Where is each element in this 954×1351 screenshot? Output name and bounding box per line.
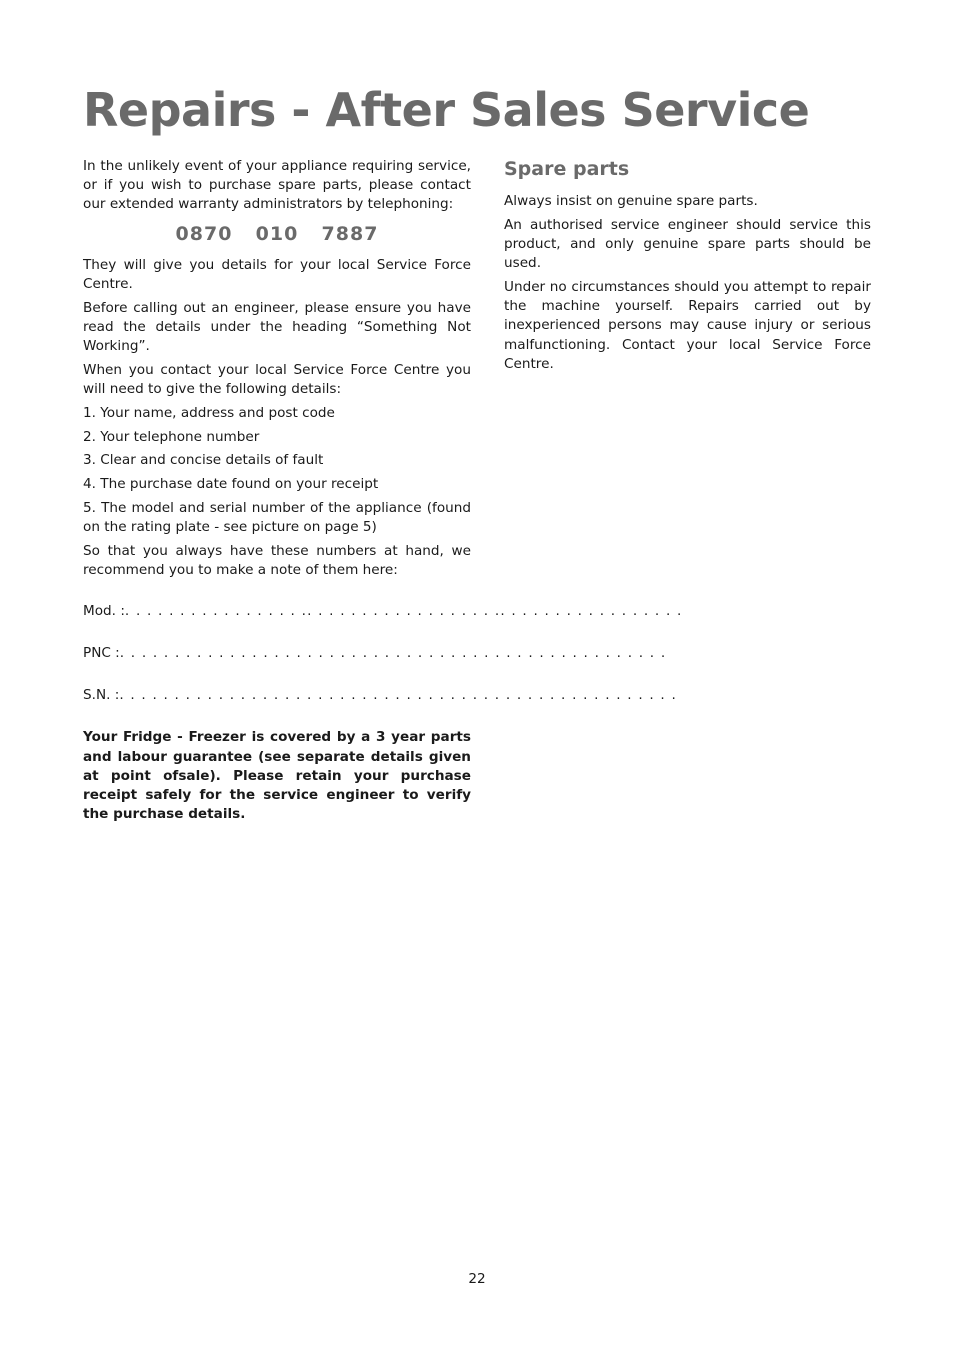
no-self-repair-paragraph: Under no circumstances should you attempt to repair the machine yourself. Repairs carried out by inexperienced persons may cause injury or serious malfunctioning. Contact your local Service Force Centre. [504,279,871,372]
intro-paragraph: In the unlikely event of your appliance requiring service, or if you wish to purchase spare parts, please contact our extended warranty administrators by telephoning: [83,158,471,213]
model-dots: . . . . . . . . . . . . . . . . .. . . . . . . . . . . . . . . . . .. . . . . . . . . . . . . . . . . [124,603,683,620]
serial-dots: . . . . . . . . . . . . . . . . . . . . . . . . . . . . . . . . . . . . . . . . . . . . . . . . . . . [119,687,677,704]
serial-label: S.N. : [83,687,120,704]
page-title: Repairs - After Sales Service [83,83,810,137]
spare-parts-heading: Spare parts [504,158,630,180]
model-note-line [83,602,683,644]
list-item: 1. Your name, address and post code [83,404,335,421]
list-item: 2. Your telephone number [83,428,260,445]
service-phone-number: 0870 010 7887 [175,222,379,245]
serial-note-line [83,686,677,728]
authorised-engineer-paragraph: An authorised service engineer should service this product, and only genuine spare parts should be used. [504,216,871,272]
list-item: 5. The model and serial number of the appliance (found on the rating plate - see picture on page 5) [83,500,471,536]
right-column [504,157,871,379]
list-item: 3. Clear and concise details of fault [83,452,324,469]
pnc-label: PNC : [83,645,120,662]
genuine-parts-paragraph: Always insist on genuine spare parts. [504,193,758,209]
guarantee-paragraph: Your Fridge - Freezer is covered by a 3 year parts and labour guarantee (see separate details given at point ofsale). Please retain your purchase receipt safely for the service engineer to verify the purchase details. [83,729,471,823]
list-item: 4. The purchase date found on your receipt [83,476,379,493]
details-list [83,404,471,538]
details-needed-paragraph: When you contact your local Service Force Centre you will need to give the following details: [83,361,471,398]
page-number: 22 [468,1271,486,1287]
pnc-dots: . . . . . . . . . . . . . . . . . . . . . . . . . . . . . . . . . . . . . . . . . . . . . . . . . . [119,645,667,662]
note-numbers-paragraph: So that you always have these numbers at hand, we recommend you to make a note of them here: [83,543,471,579]
before-calling-paragraph: Before calling out an engineer, please ensure you have read the details under the heading “Something Not Working”. [83,299,471,355]
service-centre-paragraph: They will give you details for your local Service Force Centre. [83,256,471,292]
pnc-note-line [83,644,667,686]
model-label: Mod. : [83,603,125,620]
note-lines [83,602,683,728]
